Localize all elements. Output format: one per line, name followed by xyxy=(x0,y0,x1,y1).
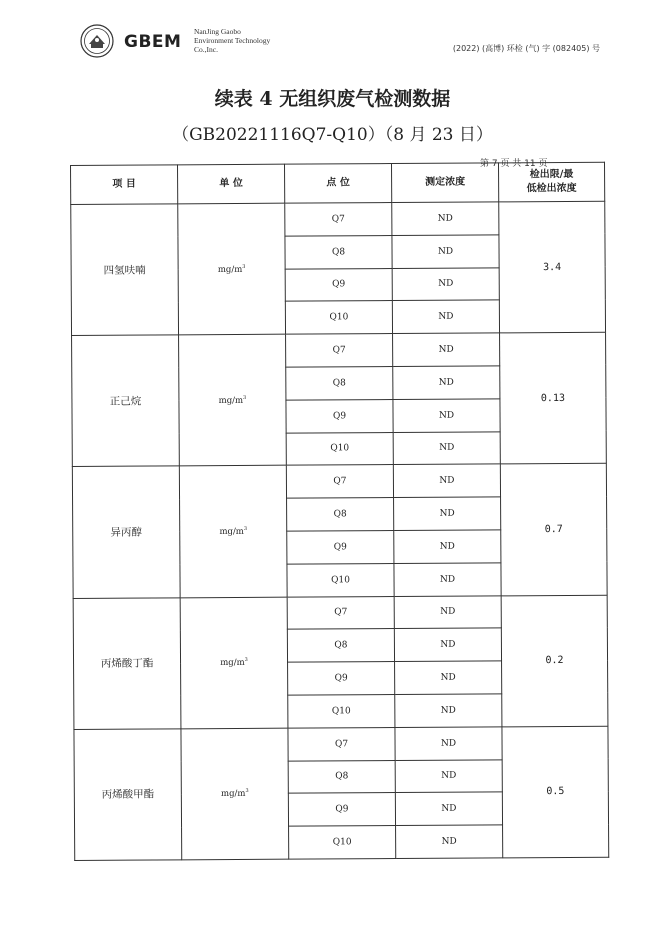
header-unit: 单 位 xyxy=(178,164,285,204)
sampling-point: Q8 xyxy=(288,760,395,793)
detection-limit: 3.4 xyxy=(499,201,606,333)
pollutant-name: 四氢呋喃 xyxy=(71,204,179,336)
unit-superscript: 3 xyxy=(243,525,248,532)
measured-concentration: ND xyxy=(392,267,499,300)
detection-limit: 0.5 xyxy=(502,726,609,858)
measured-concentration: ND xyxy=(394,628,501,661)
measured-concentration: ND xyxy=(396,825,503,858)
company-name: NanJing Gaobo Environment Technology Co.,Inc. xyxy=(194,27,271,54)
measured-concentration: ND xyxy=(392,235,499,268)
sampling-point: Q7 xyxy=(285,203,392,236)
sampling-point: Q8 xyxy=(287,498,394,531)
unit-cell xyxy=(181,728,289,860)
measured-concentration: ND xyxy=(393,333,500,366)
sampling-point: Q9 xyxy=(286,399,393,432)
company-logo-text: GBEM xyxy=(124,32,182,52)
sampling-point: Q9 xyxy=(288,793,395,826)
sampling-point: Q9 xyxy=(285,268,392,301)
table-body xyxy=(71,201,609,860)
sampling-point: Q10 xyxy=(289,826,396,859)
sampling-point: Q9 xyxy=(287,530,394,563)
table-header-row xyxy=(71,162,605,204)
measured-concentration: ND xyxy=(394,497,501,530)
header-point: 点 位 xyxy=(284,164,391,204)
unit-superscript: 3 xyxy=(243,394,247,401)
sampling-point: Q7 xyxy=(286,334,393,367)
measured-concentration: ND xyxy=(393,464,500,497)
unit-superscript: 3 xyxy=(245,788,249,795)
measured-concentration: ND xyxy=(393,431,500,464)
measured-concentration: ND xyxy=(393,366,500,399)
measured-concentration: ND xyxy=(394,595,501,628)
unit-superscript: 3 xyxy=(244,657,248,664)
table-row xyxy=(72,332,606,368)
unit-text: mg/m xyxy=(218,395,244,406)
measured-concentration: ND xyxy=(394,530,501,563)
table-row xyxy=(72,464,606,500)
unit-text: mg/m xyxy=(220,658,245,669)
measured-concentration: ND xyxy=(392,300,499,333)
sampling-point: Q9 xyxy=(288,662,395,695)
header-item: 项 目 xyxy=(71,165,178,205)
data-table-container xyxy=(70,162,608,860)
measured-concentration: ND xyxy=(395,759,502,792)
measured-concentration: ND xyxy=(395,694,502,727)
page-number: 第 7 页 共 11 页 xyxy=(480,159,548,169)
pollutant-name: 正己烷 xyxy=(72,335,180,467)
pollutant-name: 丙烯酸甲酯 xyxy=(74,729,182,861)
measured-concentration: ND xyxy=(392,202,499,235)
measured-concentration: ND xyxy=(395,727,502,760)
sampling-point: Q8 xyxy=(287,629,394,662)
unit-text: mg/m xyxy=(217,264,243,275)
measured-concentration: ND xyxy=(395,792,502,825)
table-row xyxy=(74,726,608,762)
sampling-point: Q8 xyxy=(286,367,393,400)
sampling-point: Q10 xyxy=(287,563,394,596)
pollutant-name: 异丙醇 xyxy=(72,466,180,598)
emissions-data-table xyxy=(70,162,609,861)
unit-cell xyxy=(179,334,287,466)
unit-cell xyxy=(180,597,288,729)
sampling-point: Q8 xyxy=(285,235,392,268)
detection-limit: 0.13 xyxy=(500,332,607,464)
measured-concentration: ND xyxy=(395,661,502,694)
report-number: (2022) (高博) 环检 (气) 字 (082405) 号 xyxy=(452,44,600,53)
unit-superscript: 3 xyxy=(242,263,246,270)
unit-text: mg/m xyxy=(221,789,246,800)
company-seal-icon xyxy=(80,24,114,58)
unit-cell xyxy=(179,466,287,598)
document-header xyxy=(80,22,600,62)
header-concentration: 测定浓度 xyxy=(391,163,498,203)
table-row xyxy=(71,201,605,237)
unit-text: mg/m xyxy=(219,526,244,537)
detection-limit: 0.2 xyxy=(501,595,608,727)
measured-concentration: ND xyxy=(393,399,500,432)
detection-limit: 0.7 xyxy=(500,464,607,596)
sampling-point: Q10 xyxy=(288,694,395,727)
sampling-point: Q7 xyxy=(288,727,395,760)
unit-cell xyxy=(178,203,286,335)
pollutant-name: 丙烯酸丁酯 xyxy=(73,597,181,729)
page-title: 续表 4 无组织废气检测数据 xyxy=(214,88,451,110)
measured-concentration: ND xyxy=(394,563,501,596)
sampling-point: Q7 xyxy=(287,596,394,629)
sampling-point: Q7 xyxy=(286,465,393,498)
sampling-point: Q10 xyxy=(285,301,392,334)
table-row xyxy=(73,595,607,631)
header-detection-limit: 检出限/最 低检出浓度 xyxy=(498,162,604,202)
sampling-point: Q10 xyxy=(286,432,393,465)
page-subtitle: （GB20221116Q7-Q10）（8 月 23 日） xyxy=(172,125,493,145)
